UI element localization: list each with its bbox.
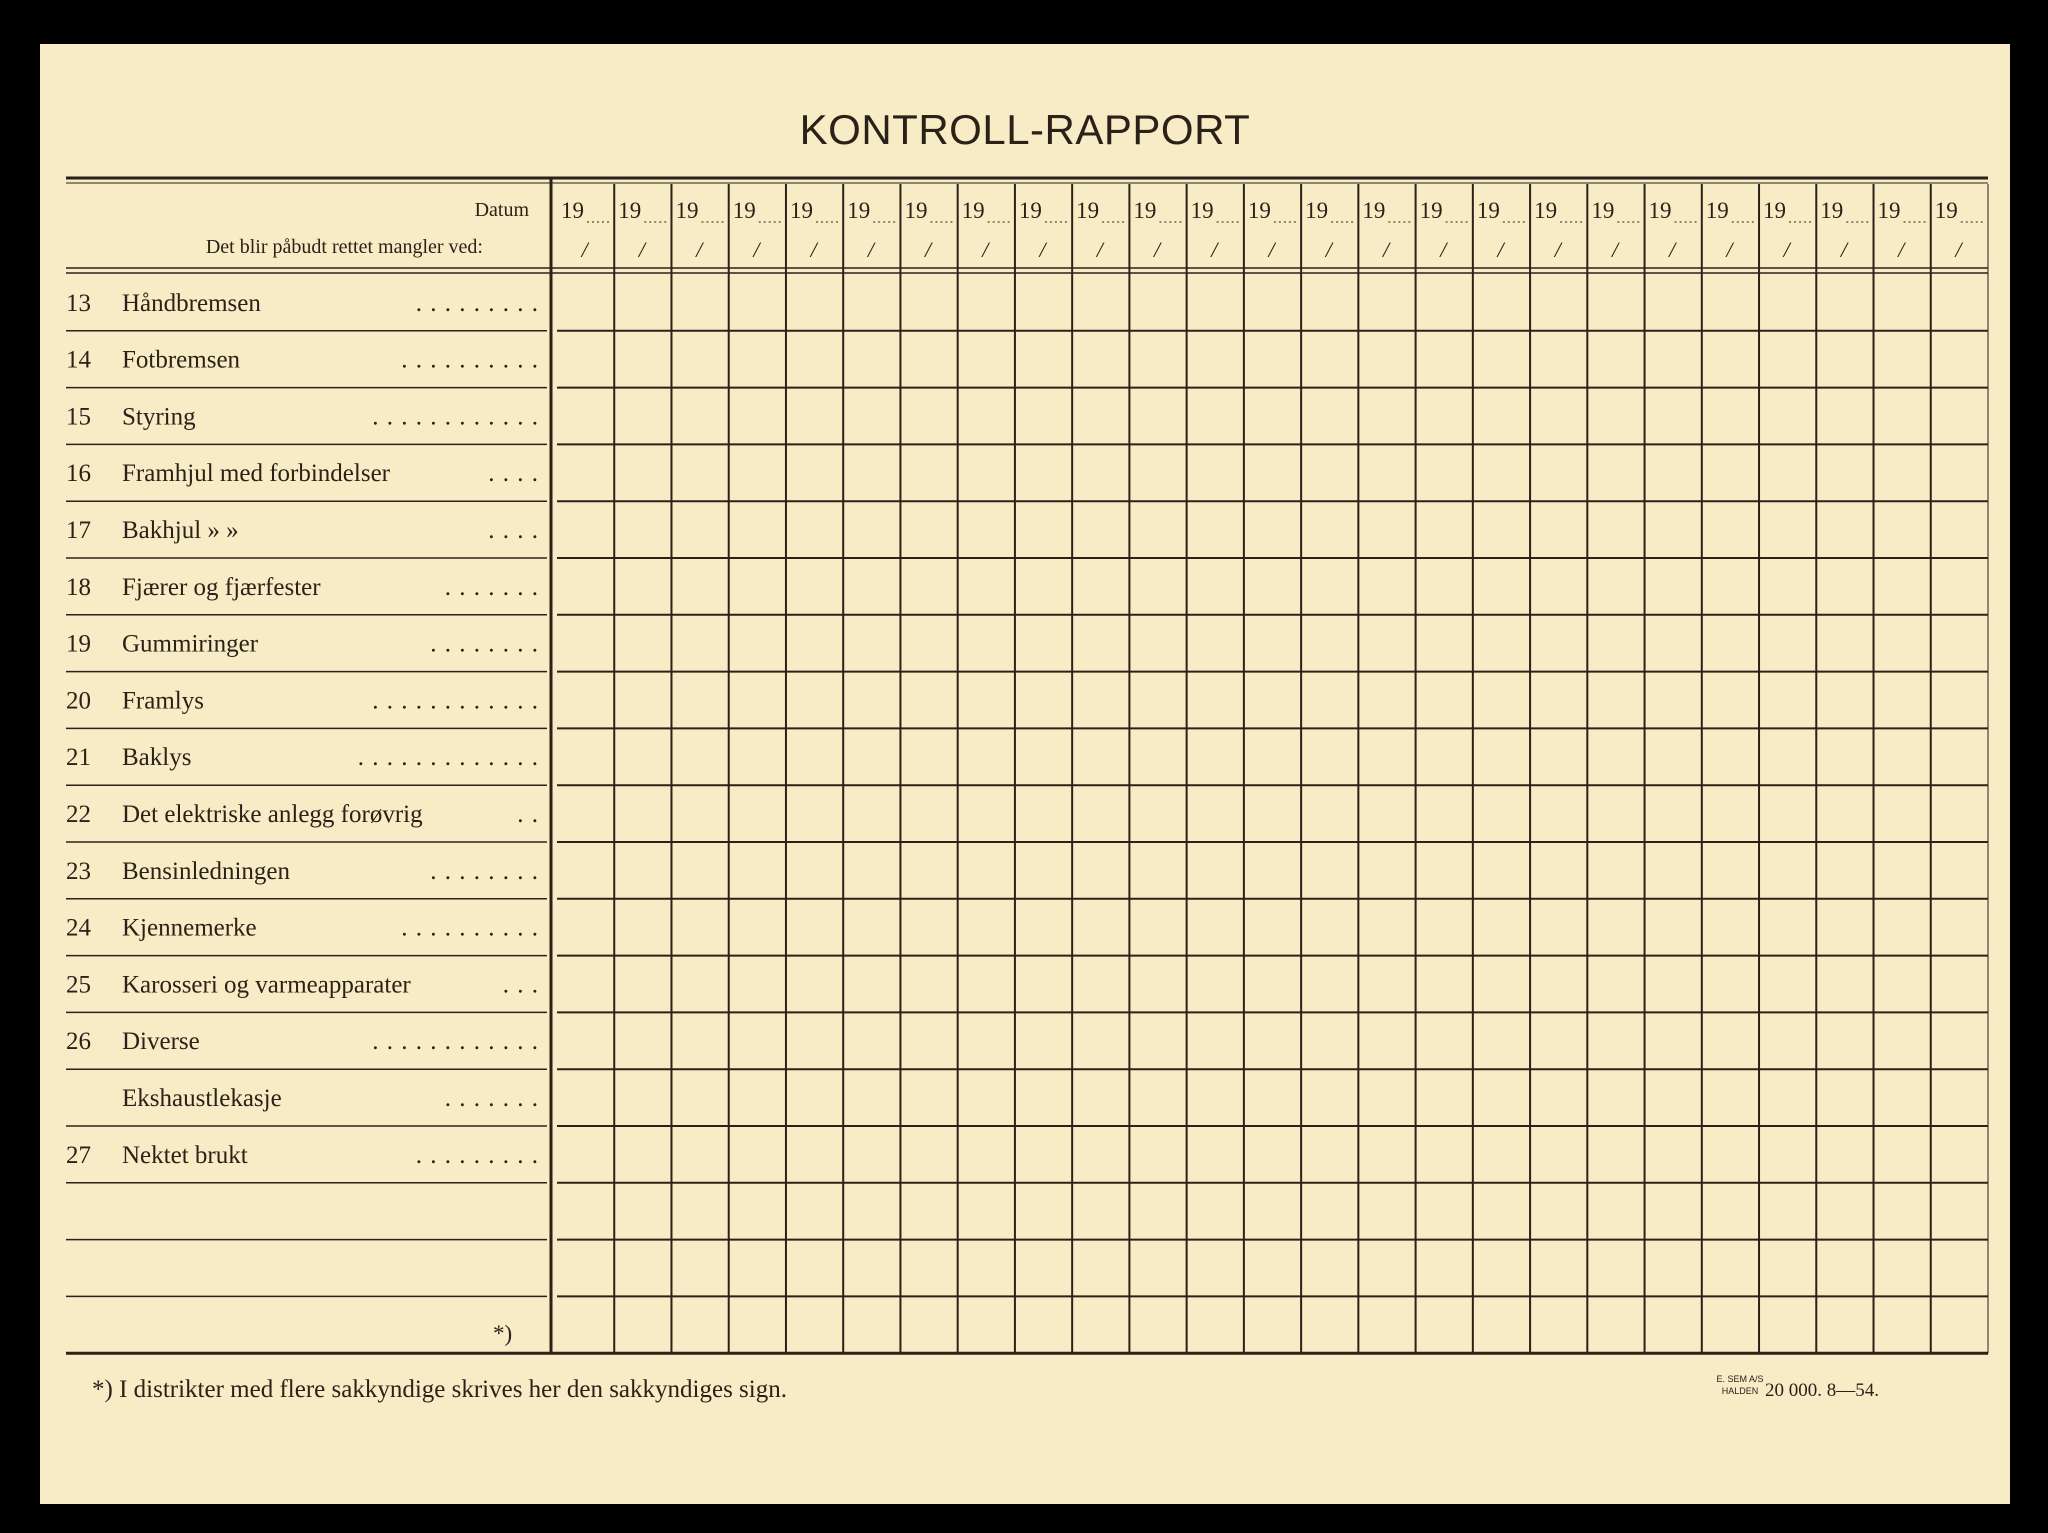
row-number: 19	[66, 630, 91, 658]
row-number: 14	[66, 346, 91, 374]
row-leader-dots: . . . . . . . . .	[415, 289, 539, 317]
row-label: Nektet brukt	[122, 1141, 248, 1169]
row-leader-dots: . . . . . . . . .	[415, 1141, 539, 1169]
printer-name: E. SEM A/S	[1716, 1374, 1764, 1384]
column-date-separator: /	[1440, 237, 1447, 262]
row-label: Baklys	[122, 744, 192, 772]
row-label: Fjærer og fjærfester	[122, 573, 321, 601]
column-date-separator: /	[867, 237, 874, 262]
row-label: Framhjul med forbindelser	[122, 460, 390, 488]
column-year-prefix: 19	[789, 198, 813, 223]
column-year-prefix: 19	[1476, 198, 1500, 223]
column-date-separator: /	[1154, 237, 1161, 262]
row-label: Det elektriske anlegg forøvrig	[122, 801, 423, 828]
row-leader-dots: . . . .	[488, 517, 539, 544]
signature-marker: *)	[493, 1321, 513, 1347]
column-year-prefix: 19	[1305, 198, 1329, 223]
row-label: Gummiringer	[122, 630, 259, 658]
row-leader-dots: . . . . . . .	[444, 573, 539, 601]
column-year-prefix: 19	[561, 198, 584, 223]
column-year-prefix: 19	[1705, 198, 1729, 223]
row-label: Ekshaustlekasje	[122, 1085, 282, 1112]
column-date-separator: /	[1726, 237, 1733, 262]
column-date-separator: /	[810, 237, 817, 262]
column-date-separator: /	[1268, 237, 1275, 262]
column-date-separator: /	[1955, 237, 1962, 262]
row-leader-dots: . . . . . . . .	[430, 857, 539, 885]
column-year-prefix: 19	[1133, 198, 1157, 223]
column-year-prefix: 19	[904, 198, 928, 223]
row-label: Kjennemerke	[122, 914, 257, 942]
column-year-prefix: 19	[1534, 198, 1558, 223]
column-date-separator: /	[1497, 237, 1504, 262]
row-number: 13	[66, 289, 91, 317]
column-date-separator: /	[1669, 237, 1676, 262]
printer-city: HALDEN	[1721, 1386, 1759, 1396]
defects-label: Det blir påbudt rettet mangler ved:	[205, 236, 483, 258]
column-date-separator: /	[1611, 237, 1619, 262]
row-label: Bensinledningen	[122, 857, 291, 885]
row-number: 24	[66, 914, 91, 942]
row-label: Fotbremsen	[122, 346, 241, 374]
column-date-separator: /	[1382, 237, 1390, 262]
row-leader-dots: . . . . . . . .	[430, 630, 539, 658]
row-label: Bakhjul » »	[122, 517, 239, 544]
print-run: 20 000. 8—54.	[1765, 1380, 1879, 1401]
row-leader-dots: . . . . . . .	[444, 1085, 539, 1112]
column-year-prefix: 19	[1247, 198, 1271, 223]
column-date-separator: /	[1211, 237, 1218, 262]
row-label: Styring	[122, 403, 196, 431]
row-leader-dots: . . . .	[488, 460, 539, 488]
column-year-prefix: 19	[1934, 198, 1958, 223]
column-year-prefix: 19	[1419, 198, 1443, 223]
datum-label: Datum	[474, 199, 529, 221]
column-date-separator: /	[1096, 237, 1103, 262]
column-year-prefix: 19	[618, 198, 642, 223]
row-leader-dots: . .	[517, 801, 539, 828]
page-title: KONTROLL-RAPPORT	[799, 106, 1251, 153]
column-date-separator: /	[1898, 237, 1905, 262]
row-number: 25	[66, 971, 91, 999]
column-date-separator: /	[1554, 237, 1561, 262]
row-number: 22	[66, 801, 91, 828]
row-number: 20	[66, 687, 91, 715]
row-leader-dots: . . .	[502, 971, 539, 999]
row-leader-dots: . . . . . . . . . . . . .	[357, 744, 539, 772]
column-year-prefix: 19	[961, 198, 985, 223]
column-year-prefix: 19	[675, 198, 699, 223]
row-number: 26	[66, 1028, 91, 1056]
column-year-prefix: 19	[1648, 198, 1672, 223]
column-date-separator: /	[1039, 237, 1046, 262]
column-date-separator: /	[581, 237, 588, 262]
column-date-separator: /	[982, 237, 989, 262]
column-year-prefix: 19	[1190, 198, 1214, 223]
column-year-prefix: 19	[1877, 198, 1901, 223]
footnote: *) I distrikter med flere sakkyndige skrives her den sakkyndiges sign.	[92, 1376, 787, 1403]
column-year-prefix: 19	[732, 198, 756, 223]
column-year-prefix: 19	[1763, 198, 1787, 223]
column-year-prefix: 19	[1591, 198, 1615, 223]
column-date-separator: /	[753, 237, 760, 262]
column-date-separator: /	[925, 237, 932, 262]
column-date-separator: /	[1783, 237, 1790, 262]
row-number: 17	[66, 517, 91, 544]
row-label: Diverse	[122, 1028, 200, 1056]
column-year-prefix: 19	[1076, 198, 1100, 223]
row-number: 16	[66, 460, 91, 488]
row-leader-dots: . . . . . . . . . . . .	[372, 1028, 539, 1056]
column-date-separator: /	[1840, 237, 1848, 262]
row-number: 18	[66, 573, 91, 601]
row-leader-dots: . . . . . . . . . .	[401, 914, 539, 942]
column-date-separator: /	[696, 237, 703, 262]
inspection-form	[40, 44, 2010, 1504]
row-leader-dots: . . . . . . . . . . . .	[372, 403, 539, 431]
row-leader-dots: . . . . . . . . . . . .	[372, 687, 539, 715]
row-label: Håndbremsen	[122, 289, 261, 317]
column-year-prefix: 19	[1018, 198, 1042, 223]
row-number: 27	[66, 1141, 91, 1169]
row-number: 21	[66, 744, 91, 772]
row-number: 23	[66, 857, 91, 885]
row-number: 15	[66, 403, 91, 431]
report-card	[40, 44, 2010, 1504]
column-year-prefix: 19	[1362, 198, 1386, 223]
column-date-separator: /	[638, 237, 645, 262]
row-label: Karosseri og varmeapparater	[122, 971, 411, 999]
row-leader-dots: . . . . . . . . . .	[401, 346, 539, 374]
row-label: Framlys	[122, 687, 204, 715]
column-date-separator: /	[1325, 237, 1332, 262]
column-year-prefix: 19	[1820, 198, 1844, 223]
column-year-prefix: 19	[847, 198, 871, 223]
